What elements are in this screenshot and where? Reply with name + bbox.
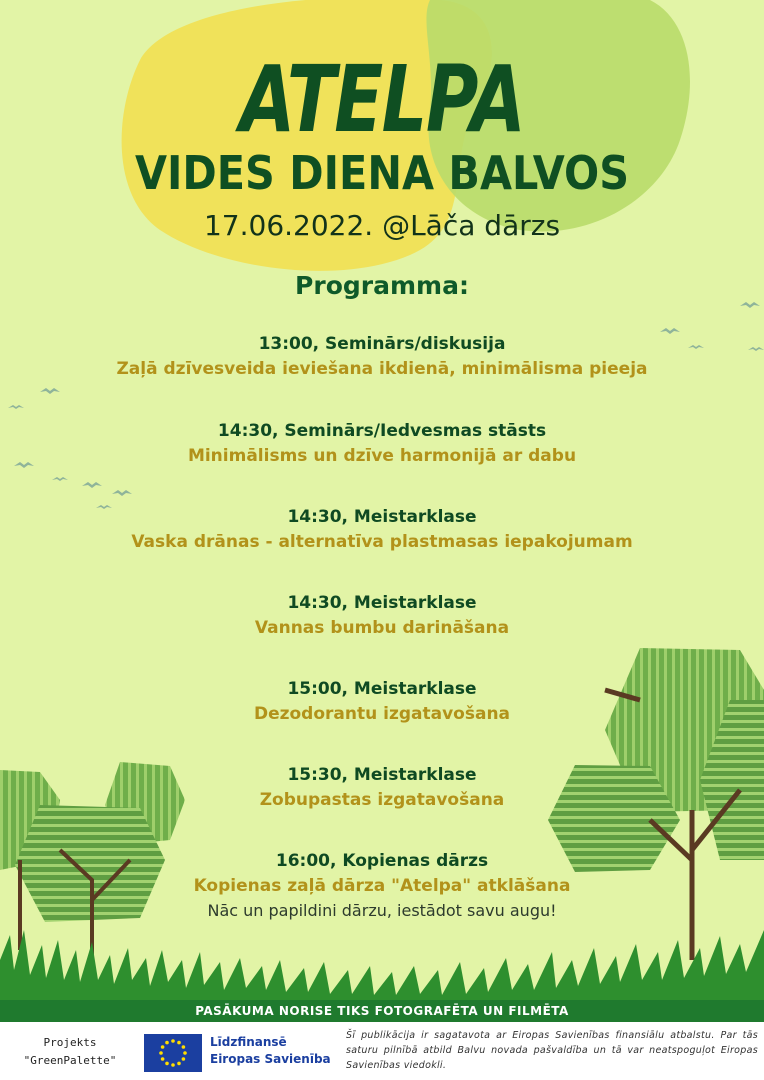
program-item (0, 677, 764, 727)
program-item-time: 15:30, Meistarklase (287, 765, 477, 785)
cofinanced-line2: Eiropas Savienība (210, 1052, 331, 1066)
program-item (0, 763, 764, 813)
photo-notice-banner: PASĀKUMA NORISE TIKS FOTOGRAFĒTA UN FILMĒTA (0, 1000, 764, 1022)
event-date-location: 17.06.2022. @Lāča dārzs (203, 209, 561, 242)
footer (0, 1022, 764, 1080)
program-item-time: 16:00, Kopienas dārzs (275, 851, 489, 871)
cofinanced-label (210, 1034, 331, 1068)
program-item-title: Dezodorantu izgatavošana (253, 704, 511, 724)
grass (0, 930, 764, 1000)
eu-disclaimer: Šī publikācija ir sagatavota ar Eiropas Savienības finansiālu atbalstu. Par tās saturu pilnībā atbild Balvu novada pašvaldība un tā var neatspoguļot Eiropas Savienības viedokli. (346, 1030, 758, 1071)
program-item-time: 14:30, Meistarklase (287, 593, 477, 613)
program-item (0, 419, 764, 469)
event-title: ATELPA (239, 46, 525, 153)
program-item-title: Vannas bumbu darināšana (254, 618, 510, 638)
program-heading: Programma: (295, 271, 469, 300)
cofinanced-line1: Līdzfinansē (210, 1035, 287, 1049)
project-label-line2: "GreenPalette" (23, 1054, 117, 1067)
program-item-title: Zobupastas izgatavošana (259, 790, 505, 810)
program-item-title: Zaļā dzīvesveida ieviešana ikdienā, minimālisma pieeja (116, 359, 648, 379)
program-item-title: Kopienas zaļā dārza "Atelpa" atklāšana (193, 876, 571, 896)
program-item (0, 849, 764, 923)
project-label (6, 1034, 134, 1070)
program-item-time: 14:30, Seminārs/Iedvesmas stāsts (217, 421, 547, 441)
program-item-time: 15:00, Meistarklase (287, 679, 477, 699)
eu-stars (144, 1034, 202, 1072)
eu-flag-icon (144, 1034, 202, 1072)
project-label-line1: Projekts (43, 1036, 97, 1049)
program-item (0, 591, 764, 641)
event-subtitle: VIDES DIENA BALVOS (134, 146, 630, 200)
program-item-time: 14:30, Meistarklase (287, 507, 477, 527)
program-item-title: Vaska drānas - alternatīva plastmasas iepakojumam (131, 532, 633, 552)
program-item (0, 332, 764, 382)
program-item-title: Minimālisms un dzīve harmonijā ar dabu (187, 446, 577, 466)
program-item-time: 13:00, Seminārs/diskusija (258, 334, 506, 354)
program-item (0, 505, 764, 555)
program-item-note: Nāc un papildini dārzu, iestādot savu augu! (207, 901, 557, 920)
